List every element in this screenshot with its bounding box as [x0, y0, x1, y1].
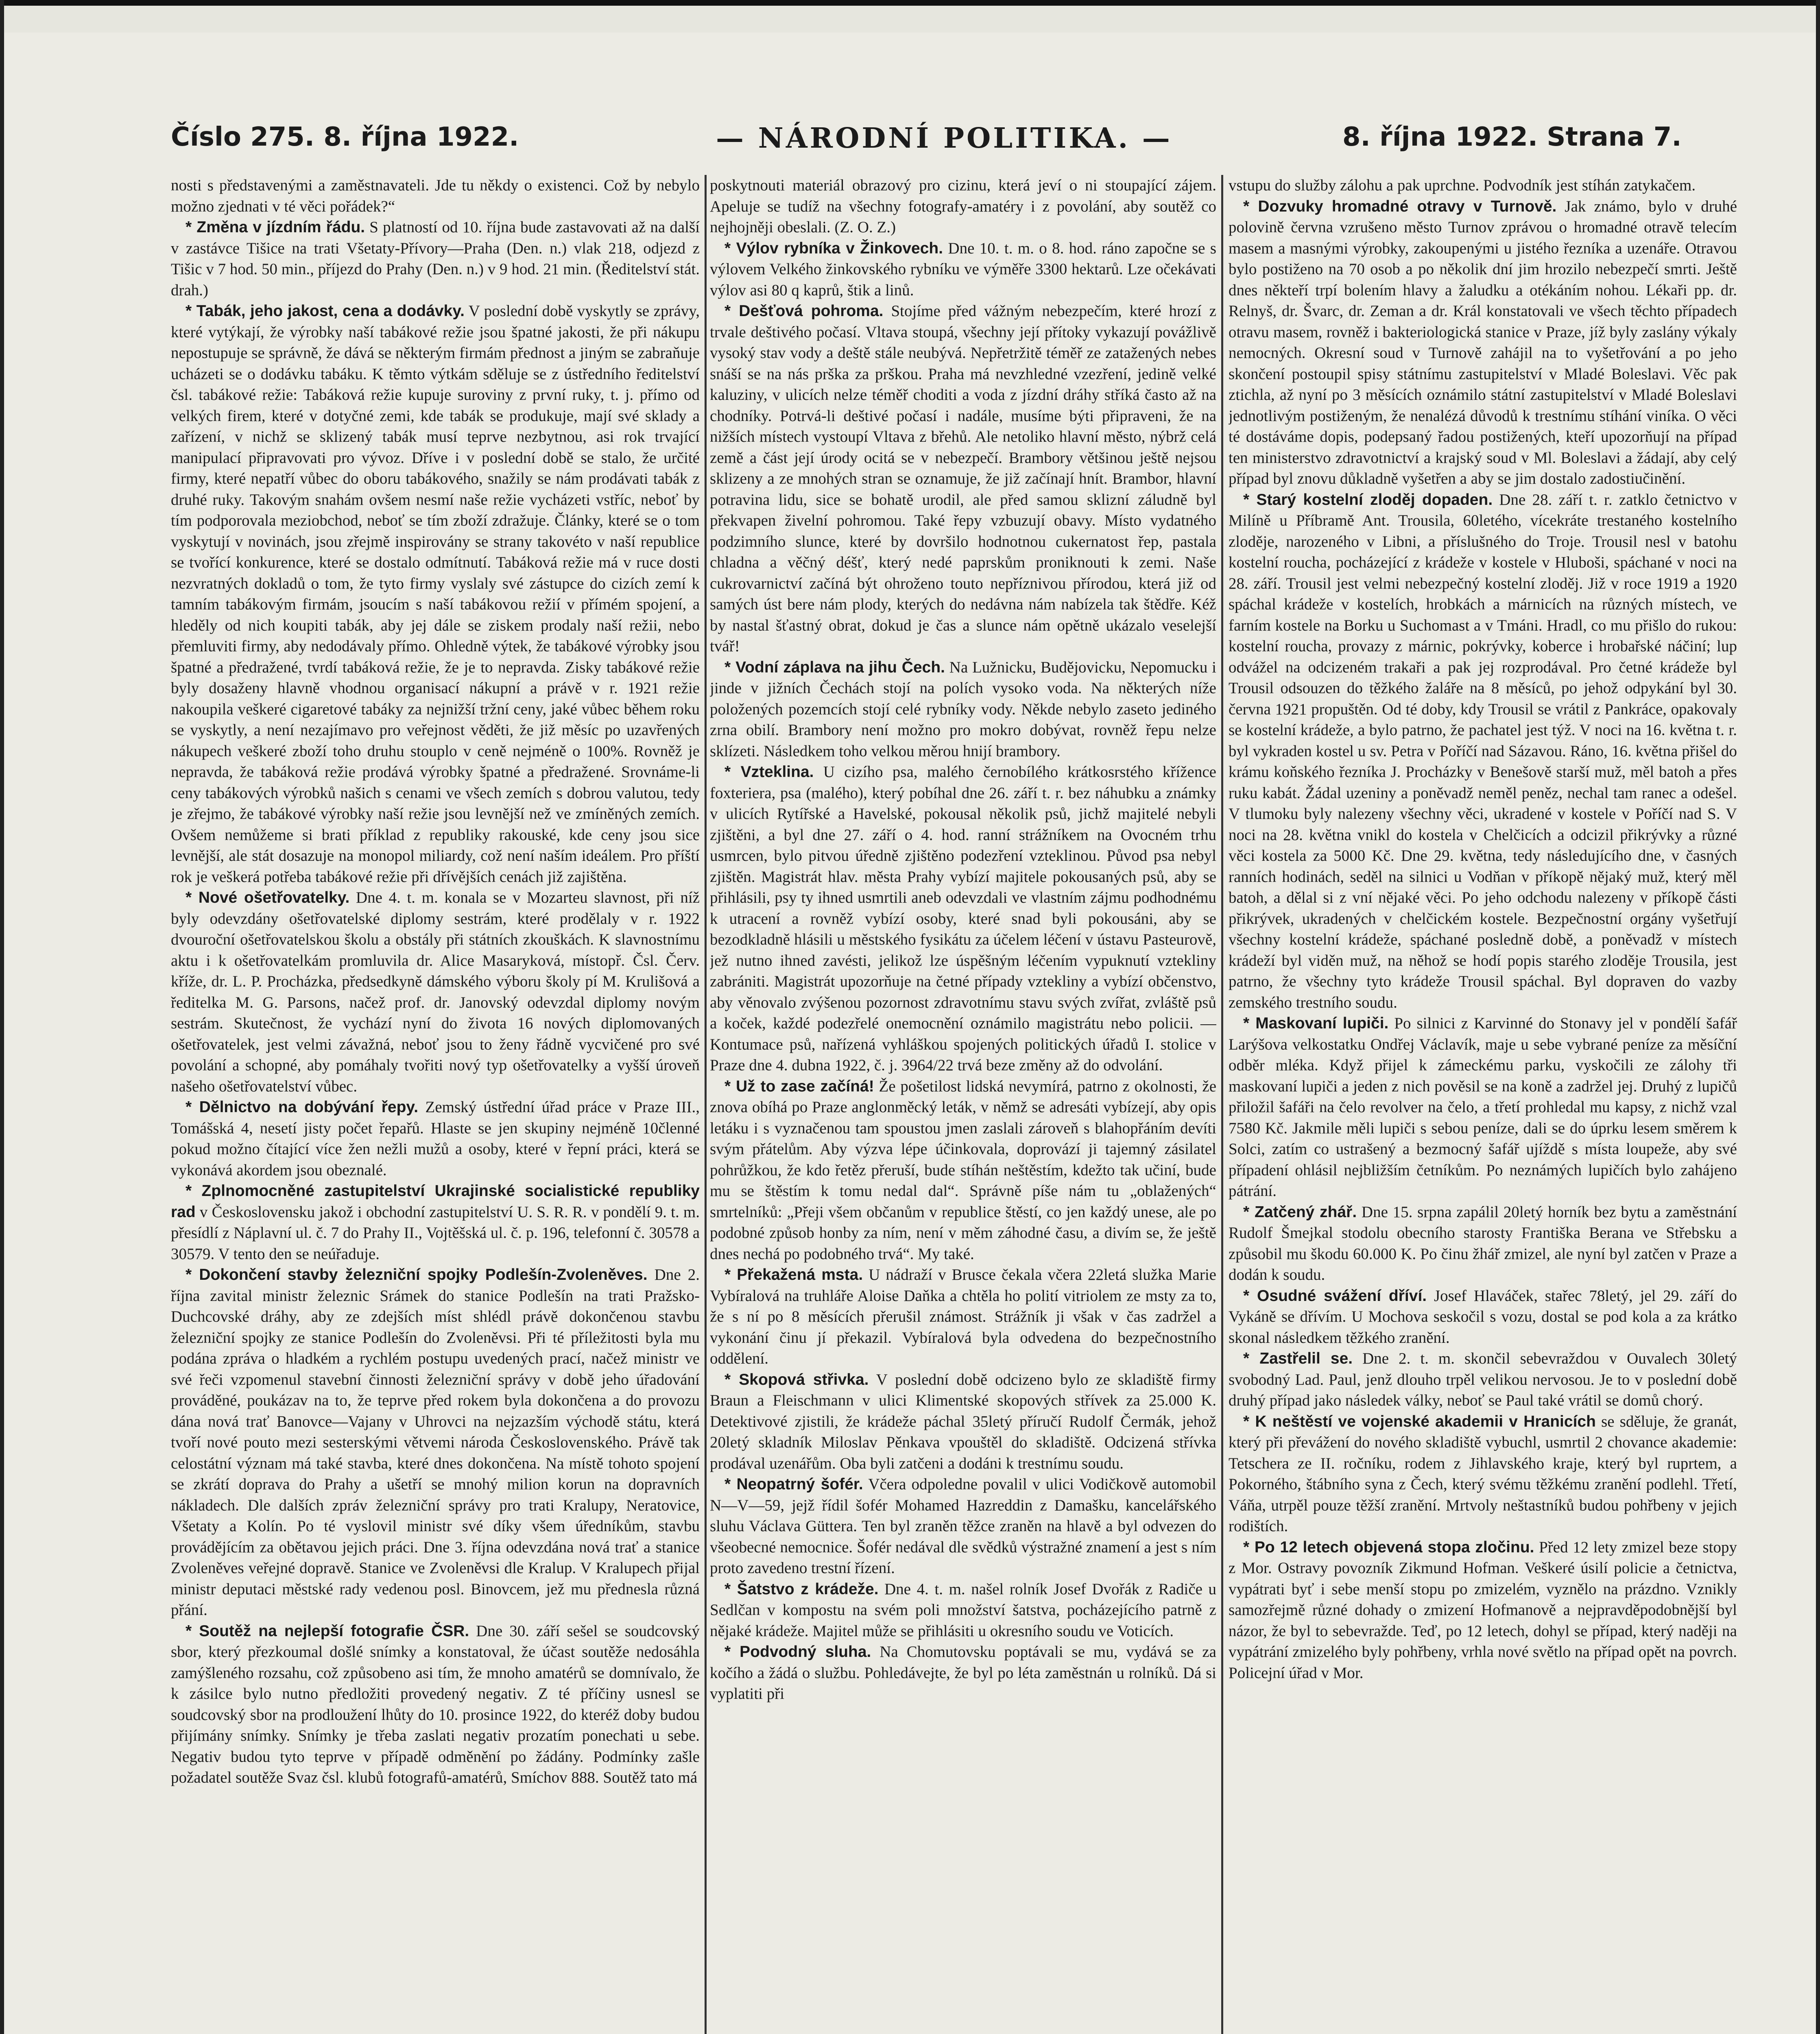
article-headline: * Výlov rybníka v Žinkovech. — [725, 239, 943, 257]
article-text: Dne 15. srpna zapálil 20letý horník bez bytu a zaměstnání Rudolf Šmejkal stodolu obecního starosty Františka Berana ve Střebsku a způsobil mu škodu 60.000 K. Po činu žhář zmizel, ale nyní byl zatčen v Praze a dodán k soudu. — [1229, 1203, 1737, 1283]
article-paragraph — [171, 1181, 700, 1264]
article-headline: * Zplnomocněné zastupitelství Ukrajinské socialistické republiky rad — [171, 1182, 700, 1221]
page-date-number: 8. října 1922. Strana 7. — [1342, 122, 1682, 152]
article-paragraph — [1229, 1285, 1737, 1349]
article-text: Před 12 lety zmizel beze stopy z Mor. Ostravy povozník Zikmund Hofman. Veškeré úsilí policie a četnictva, vypátrati byť i sebe menší stopu po zmizelém, vyznělo na prázdno. Vznikly samozřejmě různé dohady o zmizení Hofmanově a nejpravděpodobnější byl názor, že byl to sebevražde. Teď, po 12 letech, dohyl se případ, který naději na vypátrání zmizelého byly pohřbeny, vrhla nové světlo na případ opět na povrch. Policejní úřad v Mor. — [1229, 1538, 1737, 1682]
article-paragraph — [710, 1474, 1216, 1579]
article-paragraph — [171, 1264, 700, 1621]
article-text: V poslední době vyskytly se zprávy, které vytýkají, že výrobky naší tabákové režie jsou špatné jakosti, že při nákupu nepostupuje se správně, že dává se některým firmám přednost a jiným se zabraňuje ucházeti se o dodávku tabáku. K těmto výtkám sděluje se z ústředního ředitelství čsl. tabákové režie: Tabáková režie kupuje suroviny z první ruky, t. j. přímo od velkých firem, které v dotyčné zemi, kde tabák se produkuje, mají své sklady a zařízení, v nichž se sklizený tabák musí teprve nezbytnou, asi rok trvající manipulací připravovati pro vývoz. Dříve i v poslední době se stalo, že určité firmy, které nepatří vůbec do oboru tabákového, snažily se nám prodávati tabák z druhé ruky. Takovým snahám ovšem nesmí naše režie vycházeti vstříc, neboť by tím podporovala meziobchod, neboť se tím zboží zdražuje. Články, které se o tom vyskytují v novinách, jsou zřejmě inspirovány se strany takovéto v naší republice se tvořící konkurence, které se dostalo odmítnutí. Tabáková režie má v ruce dosti nezvratných dokladů o tom, že tyto firmy vyslaly své zástupce do cizích zemí k tamním tabákovým firmám, jsoucím s naší tabákovou režií v přímém spojení, a hleděly od nich koupiti tabák, aby jej dále se ziskem prodaly naší režii, nebo přemluviti firmy, aby nedodávaly přímo. Ohledně výtek, že tabákové výrobky jsou špatné a předražené, tvrdí tabáková režie, že je to nepravda. Zisky tabákové režie byly dosaženy hlavně vhodnou organisací nákupní a právě v r. 1921 režie nakoupila veškeré cigaretové tabáky za nejnižší tržní ceny, jaké vůbec během roku se vyskytly, a není nezajímavo pro veřejnost věděti, že již měsíc po uzavřených nákupech veškeré zboží toho druhu stouplo v ceně nejméně o 100%. Rovněž je nepravda, že tabáková režie prodává výrobky špatné a předražené. Srovnáme-li ceny tabákových výrobků našich s cenami ve všech zemích s dobrou valutou, tedy je zřejmo, že tabákové výrobky naší režie jsou levnější než ve zmíněných zemích. Ovšem nemůžeme si brati příklad z republiky rakouské, kde ceny jsou sice levnější, ale stát dosazuje na monopol miliardy, což není naším ideálem. Pro příští rok je veškerá potřeba tabákové režie při dřívějších cenách již zajištěna. — [171, 302, 700, 886]
article-headline: * Zatčený zhář. — [1243, 1203, 1357, 1221]
article-paragraph — [710, 1641, 1216, 1704]
left-border — [0, 0, 4, 2034]
article-headline: * Starý kostelní zloděj dopaden. — [1243, 491, 1493, 508]
article-text: Dne 4. t. m. konala se v Mozarteu slavnost, při níž byly odevzdány ošetřovatelské diplomy sestrám, které prodělaly v r. 1922 dvouroční ošetřovatelskou školu a obstály při státních zkouškách. K slavnostnímu aktu i k ošetřovatelkám promluvila dr. Alice Masaryková, místopř. Čsl. Červ. kříže, dr. L. P. Procházka, předsedkyně dámského výboru školy pí M. Krulišová a ředitelka M. G. Parsons, načež prof. dr. Janovský odevzdal diplomy novým sestrám. Skutečnost, že vychází nyní do života 16 nových diplomovaných ošetřovatelek, jest velmi závažná, neboť jsou to ženy řádně vycvičené pro své povolání a schopné, aby pomáhaly tvořiti nový typ ošetřovatelky a vyšší úroveň našeho ošetřovatelství vůbec. — [171, 889, 700, 1095]
article-text: Josef Hlaváček, stařec 78letý, jel 29. září do Vykáně se dřívím. U Mochova seskočil s vozu, dostal se pod kola a za krátko skonal následkem těžkého zranění. — [1229, 1287, 1737, 1347]
article-headline: * Vzteklina. — [725, 763, 814, 781]
article-paragraph — [1229, 1013, 1737, 1202]
article-headline: * Zastřelil se. — [1243, 1350, 1353, 1367]
article-headline: * Soutěž na nejlepší fotografie ČSR. — [185, 1622, 469, 1640]
article-text: v Československu jakož i obchodní zastupitelství U. S. R. R. v pondělí 9. t. m. přesídlí z Náplavní ul. č. 7 do Prahy II., Vojtěšská ul. č. p. 196, telefonní č. 30578 a 30579. V tento den se neúřaduje. — [171, 1203, 700, 1263]
article-paragraph — [1229, 175, 1737, 196]
article-paragraph — [710, 175, 1216, 238]
column-3 — [1229, 175, 1737, 2034]
article-text: Stojíme před vážným nebezpečím, které hrozí z trvale deštivého počasí. Vltava stoupá, všechny její přítoky vykazují povážlivě vysoký stav vody a deště stále neubývá. Nepřetržitě téměř ze zatažených nebes snáší se na nás prška za prškou. Praha má nevzhledné vzezření, jedině velké kaluziny, v ulicích nelze téměř choditi a voda z jízdní dráhy stříká často až na chodníky. Potrvá-li deštivé počasí i nadále, musíme býti připraveni, že na nižších místech vystoupí Vltava z břehů. Ale netoliko hlavní město, nýbrž celá země a část její úrody ocitá se v nebezpečí. Brambory většinou ještě nejsou sklizeny a ze mnohých stran se oznamuje, že již začínají hnít. Brambor, hlavní potravina lidu, sice se bohatě urodil, ale před samou sklizní záludně byl překvapen živelní pohromou. Také řepy vzbuzují obavy. Místo vydatného podzimního slunce, které by dovršilo hodnotnou cukernatost řep, pastala chladna a věčný déšť, který nedé paprskům proniknouti k zemi. Naše cukrovarnictví začíná být ohroženo touto nepříznivou přírodou, která již od samých úst bere nám plody, kterých do nedávna nám nabízela tak štědře. Kéž by nastal šťastný obrat, dokud je čas a slunce nám opětně ukázalo veselejší tvář! — [710, 302, 1216, 655]
article-text: U cizího psa, malého černobílého krátkosrstého křížence foxteriera, psa (malého), který pobíhal dne 26. září t. r. bez náhubku a známky v ulicích Rytířské a Havelské, pokousal několik psů, jichž majitelé nebyli zjištěni, a byl dne 27. září o 4. hod. ranní strážníkem na Ovocném trhu usmrcen, bylo pitvou úředně zjištěno podezření vzteklinou. Původ psa nebyl zjištěn. Magistrát hlav. města Prahy vybízí majitele pokousaných psů, aby se přihlásili, psy ty ihned usmrtili aneb odevzdali ve vlastním zájmu podhodnému k utracení a rovněž vybízí osoby, které snad byli pokousáni, aby se bezodkladně hlásili u městského fysikátu za účelem léčení v ústavu Pasteurově, jež nutno ihned zavésti, jelikož lze úspěšným léčením vypuknutí vztekliny zabrániti. Magistrát upozorňuje na četné případy vztekliny a vybízí občenstvo, aby věnovalo zvýšenou pozornost zdravotnímu stavu svých zvířat, zvláště psů a koček, každé podezřelé onemocnění oznámilo magistrátu nebo policii. — Kontumace psů, nařízená vyhláškou spojených politických úřadů I. stolice v Praze dne 4. dubna 1922, č. j. 3964/22 trvá beze změny až do odvolání. — [710, 763, 1216, 1074]
article-paragraph — [171, 1097, 700, 1181]
article-text: Že pošetilost lidská nevymírá, patrno z okolnosti, že znova obíhá po Praze anglonměcký leták, v němž se adresáti vybízejí, aby opis letáku i s vyznačenou tam spoustou jmen zaslali zároveň s blahopřáním devíti svým přátelům. Aby výzva lépe účinkovala, doprovází ji tajemný zásilatel pohrůžkou, že kdo řetěz přeruší, bude stíhán neštěstím, kdežto tak učiní, bude mu se štěstím k tomu nedal dal“. Správně píše nám tu „oblažených“ smrtelníků: „Přeji všem občanům v republice štěstí, co jen každý unese, ale po podobné způsob honby za ním, není v měm záhodné času, a divím se, že ještě dnes nechá po podobného trvá“. My také. — [710, 1077, 1216, 1263]
article-text: Včera odpoledne povalil v ulici Vodičkově automobil N—V—59, jejž řídil šofér Mohamed Hazreddin z Damašku, kancelářského sluhu Václava Güttera. Ten byl zraněn těžce zraněn na hlavě a byl odvezen do všeobecné nemocnice. Šofér nedával dle svědků výstražné znamení a jest s ním proto zavedeno trestní řízení. — [710, 1475, 1216, 1577]
article-paragraph — [710, 1369, 1216, 1474]
article-headline: * Po 12 letech objevená stopa zločinu. — [1243, 1538, 1534, 1556]
article-paragraph — [171, 301, 700, 887]
article-headline: * Skopová střivka. — [725, 1371, 869, 1388]
article-headline: * Změna v jízdním řádu. — [185, 218, 365, 236]
article-headline: * Osudné svážení dříví. — [1243, 1287, 1427, 1305]
article-headline: * Dozvuky hromadné otravy v Turnově. — [1243, 197, 1557, 215]
article-text: poskytnouti materiál obrazový pro cizinu, která jeví o ni stoupající zájem. Apeluje se tudíž na všechny fotografy-amatéry i z povolání, aby soutěž co nejhojněji obeslali. (Z. O. Z.) — [710, 177, 1216, 236]
article-headline: * Už to zase začíná! — [725, 1077, 874, 1095]
article-headline: * Tabák, jeho jakost, cena a dodávky. — [185, 302, 465, 320]
article-headline: * Vodní záplava na jihu Čech. — [725, 658, 945, 676]
article-text: Na Chomutovsku poptávali se mu, vydává se za kočího a žádá o službu. Pohledávejte, že byl po léta zaměstnán u rolníků. Dá si vyplatiti při — [710, 1643, 1216, 1702]
article-text: nosti s představenými a zaměstnavateli. Jde tu někdy o existenci. Což by nebylo možno zjednati v té věci pořádek?“ — [171, 177, 700, 215]
article-paragraph — [1229, 489, 1737, 1013]
article-text: Jak známo, bylo v druhé polovině června vzrušeno město Turnov zprávou o hromadné otravě telecím masem a masnými výrobky, zakoupenými u jistého řezníka a uzenáře. Otravou bylo postiženo na 70 osob a po několik dní jim hrozilo nebezpečí smrti. Ještě dnes někteří trpí bolením hlavy a žaludku a otékáním nohou. Lékaři pp. dr. Relnyš, dr. Švarc, dr. Zeman a dr. Král konstatovali ve všech těchto případech otravu masem, rovněž i bakteriologická stanice v Praze, jíž byly zaslány výkaly nemocných. Okresní soud v Turnově zahájil na to vyšetřování a po jeho skončení postoupil spisy státnímu zastupitelství v Mladé Boleslavi. Věc pak ztichla, až nyní po 3 měsících oznámilo státní zastupitelství v Mladé Boleslavi jednotlivým postiženým, že nenalézá důvodů k trestnímu stíhání viníka. O věci té dostáváme dopis, podepsaný řadou postižených, kteří upozorňují na případ ten ministerstvo zdravotnictví a krajský soud v Ml. Boleslavi a žádají, aby celý případ byl znovu důkladně vyšetřen a aby se jim dostalo zadostiučinění. — [1229, 197, 1737, 487]
article-paragraph — [710, 657, 1216, 762]
article-paragraph — [710, 238, 1216, 301]
article-text: Dne 10. t. m. o 8. hod. ráno započne se s výlovem Velkého žinkovského rybníku ve výměře 3300 hektarů. Lze očekávati výlov asi 80 q kaprů, štik a linů. — [710, 239, 1216, 299]
article-paragraph — [171, 887, 700, 1097]
article-headline: * Dokončení stavby železniční spojky Podlešín-Zvoleněves. — [185, 1266, 648, 1283]
article-paragraph — [171, 1621, 700, 1788]
article-text: V poslední době odcizeno bylo ze skladiště firmy Braun a Fleischmann v ulici Klimentské skopových střívek za 25.000 K. Detektivové zjistili, že krádeže páchal 35letý příručí Rudolf Čermák, jehož 20letý skladník Miloslav Pěnkava vpouštěl do skladiště. Odcizená střívka prodával uzenářům. Oba byli zatčeni a dodáni k trestnímu soudu. — [710, 1371, 1216, 1472]
article-headline: * Dělnictvo na dobývání řepy. — [185, 1098, 419, 1116]
article-text: Dne 2. října zavital ministr železnic Srámek do stanice Podlešín na trati Pražsko-Duchcovské dráhy, aby ze zdejších míst shlédl právě dokončenou stavbu železniční spojky ze stanice Podlešín do Zvoleněvsi. Při té příležitosti byla mu podána zpráva o hladkém a rychlém postupu uvedených prací, načež ministr ve své řeči vzpomenul stavební činnosti železniční správy v době jeho úřadování prováděné, poukázav na to, že teprve před rokem byla dokončena a do provozu dána nová trať Banovce—Vajany v Uhrovci na nejzazším východě státu, která tvoří nové pouto mezi sesterskými větvemi národa Československého. Právě tak celostátní význam má také stavba, které dnes dokončena. Na místě tohoto spojení se zkrátí doprava do Prahy a ušetří se mnohý milion korun na dopravních nákladech. Dle dalších zpráv železniční správy pro trati Kralupy, Neratovice, Všetaty a Kolín. Po té vyslovil ministr své díky všem úředníkům, stavbu provádějícím za obětavou jejich práci. Dne 3. října odevzdána nová trať a stanice Zvoleněves veřejné dopravě. Stanice ve Zvoleněvsi dle Kralup. V Kralupech přijal ministr deputaci městské rady vedenou posl. Binovcem, jež mu přednesla různá přání. — [171, 1266, 700, 1619]
article-paragraph — [1229, 1202, 1737, 1285]
masthead — [171, 122, 1737, 179]
top-border — [0, 0, 1820, 6]
article-paragraph — [710, 1264, 1216, 1369]
article-paragraph — [1229, 1537, 1737, 1684]
column-1 — [171, 175, 700, 2034]
article-text: Na Lužnicku, Budějovicku, Nepomucku i jinde v jižních Čechách stojí na polích vysoko voda. Na některých níže položených pozemcích stojí celé rybníky vody. Někde nebylo zaseto jediného zrna obilí. Brambory není možno pro mokro dobývat, rovněž řepu nelze sklízeti. Následkem toho velkou měrou hnijí brambory. — [710, 658, 1216, 760]
article-headline: * Dešťová pohroma. — [725, 302, 884, 320]
article-paragraph — [710, 1579, 1216, 1642]
article-text: Dne 2. t. m. skončil sebevraždou v Ouvalech 30letý svobodný Lad. Paul, jenž dlouho trpěl velikou nervosou. Je to v poslední době druhý případ jako následek války, neboť se Paul také vrátil se domů chorý. — [1229, 1350, 1737, 1409]
article-paragraph — [1229, 1348, 1737, 1411]
article-paragraph — [710, 301, 1216, 657]
article-text: Dne 4. t. m. našel rolník Josef Dvořák z Radiče u Sedlčan v kompostu na svém poli množství šatstva, pocházejícího patrně z nějaké krádeže. Majitel může se přihlásiti u okresního soudu ve Voticích. — [710, 1580, 1216, 1640]
column-2 — [710, 175, 1216, 2034]
article-headline: * Překažená msta. — [725, 1266, 863, 1283]
article-text: U nádraží v Brusce čekala včera 22letá služka Marie Vybíralová na truhláře Aloise Daňka a chtěla ho polití vitriolem ze msty za to, že s ní po 8 měsících přerušil známost. Strážník ji však v čas zadržel a vykonání činu jí překazil. Vybíralová byla odvedena do bezpečnostního oddělení. — [710, 1266, 1216, 1367]
issue-number-date: Číslo 275. 8. října 1922. — [171, 122, 519, 152]
article-text: Dne 28. září t. r. zatklo četnictvo v Milíně u Příbramě Ant. Trousila, 60letého, vícekráte trestaného kostelního zloděje, narozeného v Libni, a příslušného do Troje. Trousil nesl v batohu kostelní roucha, pocházející z krádeže v kostele v Hluboši, spáchané v noci na 28. září. Trousil jest velmi nebezpečný kostelní zloděj. Již v roce 1919 a 1920 spáchal krádeže v kostelích, hrobkách a márnicích na různých místech, ve farním kostele na Borku u Suchomast a v Tmáni. Hradl, co mu přišlo do rukou: kostelní roucha, provazy z márnic, pokrývky, koberce i hrobařské náčiní; lup odvážel na odcizeném trakaři a pak jej rozprodával. Pro četné krádeže byl Trousil odsouzen do těžkého žaláře na 8 měsíců, po jehož odpykání byl 30. června 1921 propuštěn. Od té doby, kdy Trousil se vrátil z Pankráce, opakovaly se kostelní krádeže, a bylo patrno, že pachatel jest týž. V noci na 16. května t. r. byl vykraden kostel u sv. Petra v Poříčí nad Sázavou. Ráno, 16. května přišel do krámu koňského řezníka J. Procházky v Benešově starší muž, měl batoh a přes ruku kabát. Žádal uzeniny a poněvadž neměl peněz, nechal tam ranec a odešel. V tlumoku byly nalezeny všechny věci, ukradené v kostele v Poříčí nad S. V noci na 28. května vnikl do kostela v Chelčicích a odcizil přikrývky a různé věci kostela za 5000 Kč. Dne 29. května, tedy následujícího dne, v časných ranních hodinách, seděl na silnici u Vodňan v příkopě nějaký muž, který měl batoh, a dělal si z vní nějaké věci. Po jeho odchodu nalezeny v příkopě části přikrývek, ukradených v chelčickém kostele. Bezpečnostní orgány vyšetřují všechny kostelní krádeže, spáchané posledně době, a poněvadž v místech krádeží byl viděn muž, na něhož se hodí popis starého zloděje Trousila, jest patrno, že všechny tyto krádeže Trousil spáchal. Byl dopraven do vazby zemského trestního soudu. — [1229, 491, 1737, 1011]
article-text: vstupu do služby zálohu a pak uprchne. Podvodník jest stíhán zatykačem. — [1229, 177, 1696, 194]
article-paragraph — [1229, 196, 1737, 489]
article-paragraph — [171, 217, 700, 301]
article-paragraph — [710, 762, 1216, 1076]
article-text: Zemský ústřední úřad práce v Praze III., Tomášská 4, nesetí jisty počet řepařů. Hlaste se jen skupiny nejméně 10členné pokud možno čítající více žen nežli mužů a osoby, které v řepní práci, která se vykonává akordem jsou obeznalé. — [171, 1098, 700, 1179]
article-paragraph — [1229, 1411, 1737, 1537]
article-paragraph — [171, 175, 700, 217]
article-headline: * Šatstvo z krádeže. — [725, 1580, 879, 1598]
article-headline: * Maskovaní lupiči. — [1243, 1015, 1389, 1032]
article-text: Dne 30. září sešel se soudcovský sbor, který přezkoumal došlé snímky a konstatoval, že účast soutěže nedosáhla zamýšleného rozsahu, což způsobeno asi tím, že mnoho amatérů se domnívalo, že k zásilce bylo nutno předložiti provedený negativ. Z té příčiny usnesl se soudcovský sbor na prodloužení lhůty do 10. prosince 1922, do kteréž doby budou přijímány snímky. Snímky je třeba zaslati negativ prozatím ponechati u sebe. Negativ budou tyto teprve v případě odměnění po žádány. Podmínky zašle požadatel soutěže Svaz čsl. klubů fotografů-amatérů, Smíchov 888. Soutěž tato má — [171, 1622, 700, 1786]
article-text: se sděluje, že granát, který při převážení do nového skladiště vybuchl, usmrtil 2 chovance akademie: Tetschera ze II. ročníku, rodem z Jihlavského kraje, který byl ruprtem, a Pokorného, štábního syna z Čech, který svému těžkému zranění podlehl. Třetí, Váňa, utrpěl pouze těžší zranění. Mrtvoly neštastníků budou pohřbeny v jejich rodištích. — [1229, 1412, 1737, 1535]
article-headline: * Neopatrný šofér. — [725, 1475, 863, 1493]
right-border — [1816, 0, 1820, 2034]
newspaper-title: — NÁRODNÍ POLITIKA. — — [716, 122, 1172, 155]
article-text: S platností od 10. října bude zastavovati až na další v zastávce Tišice na trati Všetaty-Přívory—Praha (Den. n.) vlak 218, odjezd z Tišic v 7 hod. 50 min., příjezd do Prahy (Den. n.) v 9 hod. 21 min. (Ředitelství stát. drah.) — [171, 218, 700, 299]
article-columns — [171, 175, 1741, 2034]
article-paragraph — [710, 1076, 1216, 1265]
article-headline: * Podvodný sluha. — [725, 1643, 871, 1661]
article-text: Po silnici z Karvinné do Stonavy jel v pondělí šafář Larýšova velkostatku Ondřej Václavík, maje u sebe vybrané peníze za měsíční odběr mléka. Když přijel k zámeckému parku, vyskočili ze zálohy tři maskovaní lupiči a jeden z nich pověsil se na koně a zadržel jej. Druhý z lupičů přiložil šafáři na čelo revolver na čelo, a třetí prohledal mu kapsy, z nichž vzal 7580 Kč. Jakmile měli lupiči s sebou peníze, dali se do úprku lesem směrem k Solci, zatím co ustrašený a bezmocný šafář ujíždě s místa loupeže, aby své případení ohlásil nejbližším četníkům. Po neznámých lupičích bylo zahájeno pátrání. — [1229, 1015, 1737, 1200]
article-headline: * K neštěstí ve vojenské akademii v Hranicích — [1243, 1412, 1596, 1430]
article-headline: * Nové ošetřovatelky. — [185, 889, 350, 906]
